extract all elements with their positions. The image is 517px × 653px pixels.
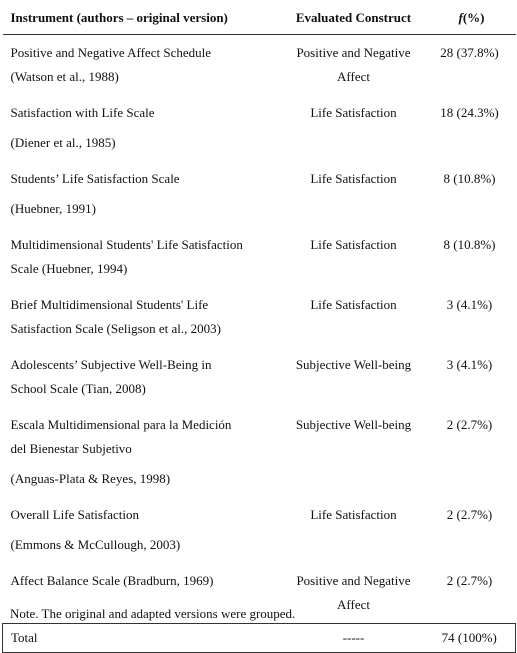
instrument-cell — [3, 407, 280, 497]
frequency-cell: 3 (4.1%) — [446, 357, 493, 372]
construct-line: Affect — [337, 69, 370, 84]
construct-cell — [280, 287, 428, 347]
instrument-line: Students’ Life Satisfaction Scale — [10, 171, 180, 186]
frequency-cell: 2 (2.7%) — [446, 507, 493, 522]
construct-cell — [280, 497, 428, 563]
instrument-line: (Anguas-Plata & Reyes, 1998) — [10, 471, 171, 486]
instrument-line: (Diener et al., 1985) — [10, 135, 116, 150]
instrument-cell — [3, 95, 280, 161]
construct-cell — [280, 563, 428, 624]
header-frequency-pct: (%) — [462, 10, 485, 25]
header-instrument: Instrument (authors – original version) — [3, 2, 280, 35]
table-note: Note. The original and adapted versions were grouped. — [10, 606, 296, 621]
construct-line: Affect — [337, 597, 370, 612]
instrument-cell — [3, 35, 280, 96]
table-row — [3, 161, 516, 227]
construct-cell — [280, 407, 428, 497]
construct-line: Life Satisfaction — [310, 171, 397, 186]
total-label: Total — [3, 624, 280, 653]
instrument-line: Affect Balance Scale (Bradburn, 1969) — [10, 573, 214, 588]
frequency-cell: 8 (10.8%) — [443, 237, 496, 252]
instrument-line: (Huebner, 1991) — [10, 201, 96, 216]
construct-line: Subjective Well-being — [295, 417, 412, 432]
construct-line: Positive and Negative — [296, 45, 411, 60]
table-row — [3, 287, 516, 347]
table-row — [3, 407, 516, 497]
total-frequency: 74 (100%) — [428, 624, 516, 653]
construct-line: Subjective Well-being — [295, 357, 412, 372]
instrument-line: (Watson et al., 1988) — [10, 69, 119, 84]
instrument-line: School Scale (Tian, 2008) — [10, 381, 146, 396]
construct-cell — [280, 227, 428, 287]
construct-line: Life Satisfaction — [310, 105, 397, 120]
instrument-line: Multidimensional Students' Life Satisfaction — [10, 237, 243, 252]
construct-cell — [280, 161, 428, 227]
frequency-cell: 3 (4.1%) — [446, 297, 493, 312]
header-frequency-f: f — [458, 10, 463, 25]
table-row — [3, 35, 516, 96]
total-row — [3, 624, 516, 653]
table-row — [3, 227, 516, 287]
total-construct: ----- — [280, 624, 428, 653]
instrument-cell — [3, 227, 280, 287]
table-row — [3, 95, 516, 161]
construct-cell — [280, 35, 428, 96]
frequency-cell: 8 (10.8%) — [443, 171, 496, 186]
instrument-line: del Bienestar Subjetivo — [10, 441, 132, 456]
instrument-line: Adolescents’ Subjective Well-Being in — [10, 357, 212, 372]
instrument-line: (Emmons & McCullough, 2003) — [10, 537, 181, 552]
instrument-line: Escala Multidimensional para la Medición — [10, 417, 232, 432]
instrument-line: Brief Multidimensional Students' Life — [10, 297, 209, 312]
construct-cell — [280, 95, 428, 161]
table-row — [3, 497, 516, 563]
construct-line: Life Satisfaction — [310, 237, 397, 252]
instrument-line: Scale (Huebner, 1994) — [10, 261, 128, 276]
instrument-line: Satisfaction with Life Scale — [10, 105, 155, 120]
construct-cell — [280, 347, 428, 407]
instrument-cell — [3, 287, 280, 347]
frequency-cell: 2 (2.7%) — [446, 417, 493, 432]
header-frequency — [428, 2, 516, 35]
instrument-cell — [3, 347, 280, 407]
construct-line: Positive and Negative — [296, 573, 411, 588]
construct-line: Life Satisfaction — [310, 507, 397, 522]
header-construct: Evaluated Construct — [280, 2, 428, 35]
instruments-table — [2, 2, 516, 653]
table-body — [3, 35, 516, 653]
frequency-cell: 18 (24.3%) — [440, 105, 499, 120]
instrument-cell — [3, 497, 280, 563]
table-header-row — [3, 2, 516, 35]
instrument-cell — [3, 161, 280, 227]
table-row — [3, 347, 516, 407]
instrument-line: Positive and Negative Affect Schedule — [10, 45, 211, 60]
instrument-line: Overall Life Satisfaction — [10, 507, 140, 522]
construct-line: Life Satisfaction — [310, 297, 397, 312]
frequency-cell: 28 (37.8%) — [440, 45, 499, 60]
instrument-line: Satisfaction Scale (Seligson et al., 2003) — [10, 321, 221, 336]
frequency-cell: 2 (2.7%) — [446, 573, 493, 588]
